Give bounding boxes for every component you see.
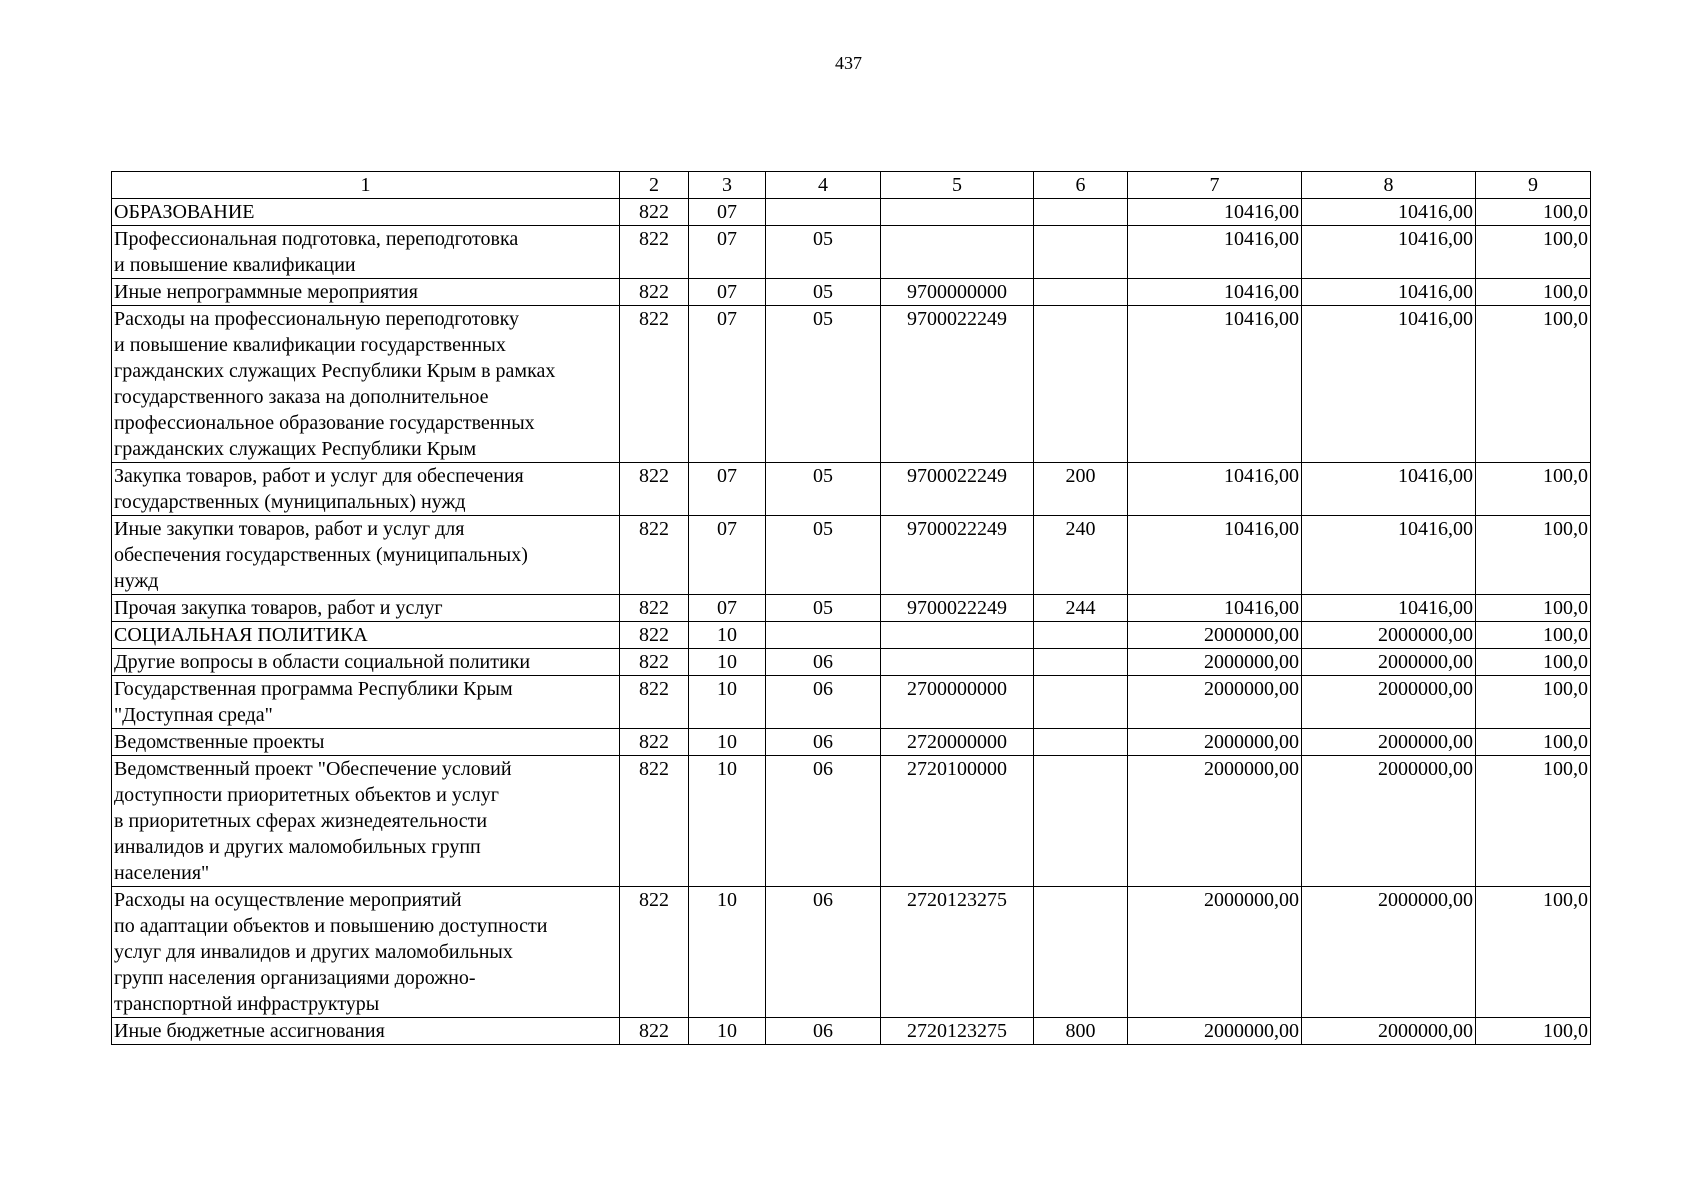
row-name-cell: Ведомственные проекты <box>112 729 620 756</box>
row-planned-amount-cell: 2000000,00 <box>1128 887 1302 1018</box>
row-section-cell: 10 <box>689 729 766 756</box>
table-row <box>112 676 1591 729</box>
row-planned-amount-cell: 10416,00 <box>1128 199 1302 226</box>
row-name-cell: Закупка товаров, работ и услуг для обеспечения государственных (муниципальных) нужд <box>112 463 620 516</box>
table-row <box>112 279 1591 306</box>
row-planned-amount-cell: 2000000,00 <box>1128 1018 1302 1045</box>
table-row <box>112 199 1591 226</box>
row-percent-cell: 100,0 <box>1476 756 1591 887</box>
row-percent-cell: 100,0 <box>1476 887 1591 1018</box>
row-subsection-cell: 06 <box>766 1018 881 1045</box>
table-row <box>112 226 1591 279</box>
column-header: 5 <box>881 172 1034 199</box>
table-row <box>112 622 1591 649</box>
row-actual-amount-cell: 2000000,00 <box>1302 887 1476 1018</box>
row-actual-amount-cell: 10416,00 <box>1302 595 1476 622</box>
column-header: 3 <box>689 172 766 199</box>
row-target-article-cell: 2720123275 <box>881 1018 1034 1045</box>
row-actual-amount-cell: 2000000,00 <box>1302 622 1476 649</box>
row-name-cell: Иные бюджетные ассигнования <box>112 1018 620 1045</box>
row-actual-amount-cell: 2000000,00 <box>1302 756 1476 887</box>
row-target-article-cell <box>881 199 1034 226</box>
row-expense-type-cell: 800 <box>1034 1018 1128 1045</box>
row-code-cell: 822 <box>620 226 689 279</box>
row-name-cell: Ведомственный проект "Обеспечение условий доступности приоритетных объектов и услуг в приоритетных сферах жизнедеятельности инвалидов и других маломобильных групп населения" <box>112 756 620 887</box>
row-code-cell: 822 <box>620 595 689 622</box>
row-subsection-cell: 05 <box>766 595 881 622</box>
row-name-cell: Профессиональная подготовка, переподготовка и повышение квалификации <box>112 226 620 279</box>
row-section-cell: 07 <box>689 516 766 595</box>
row-code-cell: 822 <box>620 729 689 756</box>
row-target-article-cell: 2720100000 <box>881 756 1034 887</box>
row-actual-amount-cell: 2000000,00 <box>1302 1018 1476 1045</box>
row-section-cell: 07 <box>689 306 766 463</box>
row-code-cell: 822 <box>620 463 689 516</box>
row-planned-amount-cell: 2000000,00 <box>1128 649 1302 676</box>
row-subsection-cell: 06 <box>766 756 881 887</box>
row-subsection-cell: 06 <box>766 729 881 756</box>
row-code-cell: 822 <box>620 279 689 306</box>
table-row <box>112 756 1591 887</box>
row-name-cell: Иные непрограммные мероприятия <box>112 279 620 306</box>
row-name-cell: Другие вопросы в области социальной политики <box>112 649 620 676</box>
row-subsection-cell: 05 <box>766 226 881 279</box>
row-subsection-cell <box>766 199 881 226</box>
row-planned-amount-cell: 2000000,00 <box>1128 622 1302 649</box>
row-expense-type-cell <box>1034 676 1128 729</box>
row-expense-type-cell <box>1034 226 1128 279</box>
row-target-article-cell: 9700022249 <box>881 595 1034 622</box>
row-target-article-cell: 9700022249 <box>881 516 1034 595</box>
row-planned-amount-cell: 10416,00 <box>1128 279 1302 306</box>
row-section-cell: 10 <box>689 649 766 676</box>
row-section-cell: 10 <box>689 1018 766 1045</box>
table-row <box>112 595 1591 622</box>
table-body <box>112 199 1591 1045</box>
row-section-cell: 07 <box>689 279 766 306</box>
row-actual-amount-cell: 10416,00 <box>1302 279 1476 306</box>
row-percent-cell: 100,0 <box>1476 516 1591 595</box>
row-name-cell: Прочая закупка товаров, работ и услуг <box>112 595 620 622</box>
column-header: 7 <box>1128 172 1302 199</box>
row-subsection-cell: 05 <box>766 516 881 595</box>
row-name-cell: Расходы на осуществление мероприятий по адаптации объектов и повышению доступности услуг для инвалидов и других маломобильных групп населения организациями дорожно- транспортной инфраструктуры <box>112 887 620 1018</box>
row-expense-type-cell <box>1034 887 1128 1018</box>
row-planned-amount-cell: 2000000,00 <box>1128 756 1302 887</box>
row-actual-amount-cell: 2000000,00 <box>1302 649 1476 676</box>
row-percent-cell: 100,0 <box>1476 306 1591 463</box>
row-name-cell: ОБРАЗОВАНИЕ <box>112 199 620 226</box>
row-actual-amount-cell: 10416,00 <box>1302 463 1476 516</box>
row-target-article-cell <box>881 622 1034 649</box>
row-percent-cell: 100,0 <box>1476 1018 1591 1045</box>
row-target-article-cell: 2720123275 <box>881 887 1034 1018</box>
row-expense-type-cell: 244 <box>1034 595 1128 622</box>
row-subsection-cell: 06 <box>766 649 881 676</box>
budget-table <box>111 171 1591 1045</box>
row-section-cell: 07 <box>689 595 766 622</box>
row-section-cell: 07 <box>689 199 766 226</box>
row-name-cell: Государственная программа Республики Крым "Доступная среда" <box>112 676 620 729</box>
row-planned-amount-cell: 10416,00 <box>1128 226 1302 279</box>
table-row <box>112 463 1591 516</box>
row-actual-amount-cell: 2000000,00 <box>1302 729 1476 756</box>
row-percent-cell: 100,0 <box>1476 595 1591 622</box>
row-section-cell: 10 <box>689 756 766 887</box>
row-actual-amount-cell: 10416,00 <box>1302 306 1476 463</box>
row-percent-cell: 100,0 <box>1476 622 1591 649</box>
row-expense-type-cell <box>1034 306 1128 463</box>
row-code-cell: 822 <box>620 622 689 649</box>
row-target-article-cell: 9700022249 <box>881 306 1034 463</box>
row-target-article-cell: 2700000000 <box>881 676 1034 729</box>
row-actual-amount-cell: 10416,00 <box>1302 226 1476 279</box>
row-section-cell: 10 <box>689 622 766 649</box>
row-expense-type-cell <box>1034 279 1128 306</box>
row-planned-amount-cell: 2000000,00 <box>1128 676 1302 729</box>
row-name-cell: Иные закупки товаров, работ и услуг для обеспечения государственных (муниципальных) нужд <box>112 516 620 595</box>
row-expense-type-cell: 200 <box>1034 463 1128 516</box>
row-planned-amount-cell: 10416,00 <box>1128 463 1302 516</box>
row-subsection-cell: 05 <box>766 306 881 463</box>
row-actual-amount-cell: 2000000,00 <box>1302 676 1476 729</box>
row-section-cell: 10 <box>689 676 766 729</box>
row-code-cell: 822 <box>620 199 689 226</box>
row-section-cell: 07 <box>689 226 766 279</box>
column-header: 4 <box>766 172 881 199</box>
column-header: 8 <box>1302 172 1476 199</box>
row-name-cell: Расходы на профессиональную переподготовку и повышение квалификации государственных гражданских служащих Республики Крым в рамках государственного заказа на дополнительное профессиональное образование государственных гражданских служащих Республики Крым <box>112 306 620 463</box>
row-actual-amount-cell: 10416,00 <box>1302 199 1476 226</box>
row-target-article-cell <box>881 649 1034 676</box>
row-code-cell: 822 <box>620 676 689 729</box>
header-row <box>112 172 1591 199</box>
row-target-article-cell: 9700000000 <box>881 279 1034 306</box>
row-code-cell: 822 <box>620 887 689 1018</box>
row-subsection-cell: 05 <box>766 279 881 306</box>
row-percent-cell: 100,0 <box>1476 199 1591 226</box>
row-code-cell: 822 <box>620 756 689 887</box>
row-actual-amount-cell: 10416,00 <box>1302 516 1476 595</box>
row-target-article-cell <box>881 226 1034 279</box>
row-percent-cell: 100,0 <box>1476 463 1591 516</box>
row-code-cell: 822 <box>620 649 689 676</box>
row-expense-type-cell <box>1034 199 1128 226</box>
row-target-article-cell: 9700022249 <box>881 463 1034 516</box>
row-planned-amount-cell: 2000000,00 <box>1128 729 1302 756</box>
table-row <box>112 516 1591 595</box>
row-expense-type-cell <box>1034 622 1128 649</box>
row-percent-cell: 100,0 <box>1476 729 1591 756</box>
table-row <box>112 306 1591 463</box>
row-planned-amount-cell: 10416,00 <box>1128 516 1302 595</box>
row-expense-type-cell: 240 <box>1034 516 1128 595</box>
table-row <box>112 649 1591 676</box>
row-subsection-cell: 06 <box>766 887 881 1018</box>
table-row <box>112 887 1591 1018</box>
row-expense-type-cell <box>1034 649 1128 676</box>
row-planned-amount-cell: 10416,00 <box>1128 595 1302 622</box>
page-number: 437 <box>835 53 862 73</box>
row-subsection-cell: 05 <box>766 463 881 516</box>
row-subsection-cell: 06 <box>766 676 881 729</box>
row-expense-type-cell <box>1034 756 1128 887</box>
row-percent-cell: 100,0 <box>1476 676 1591 729</box>
row-section-cell: 07 <box>689 463 766 516</box>
table-row <box>112 729 1591 756</box>
row-code-cell: 822 <box>620 516 689 595</box>
row-code-cell: 822 <box>620 306 689 463</box>
column-header: 9 <box>1476 172 1591 199</box>
row-expense-type-cell <box>1034 729 1128 756</box>
table-row <box>112 1018 1591 1045</box>
row-subsection-cell <box>766 622 881 649</box>
row-code-cell: 822 <box>620 1018 689 1045</box>
row-target-article-cell: 2720000000 <box>881 729 1034 756</box>
row-section-cell: 10 <box>689 887 766 1018</box>
row-percent-cell: 100,0 <box>1476 649 1591 676</box>
column-header: 6 <box>1034 172 1128 199</box>
column-header: 1 <box>112 172 620 199</box>
row-planned-amount-cell: 10416,00 <box>1128 306 1302 463</box>
row-percent-cell: 100,0 <box>1476 226 1591 279</box>
row-percent-cell: 100,0 <box>1476 279 1591 306</box>
row-name-cell: СОЦИАЛЬНАЯ ПОЛИТИКА <box>112 622 620 649</box>
column-header: 2 <box>620 172 689 199</box>
